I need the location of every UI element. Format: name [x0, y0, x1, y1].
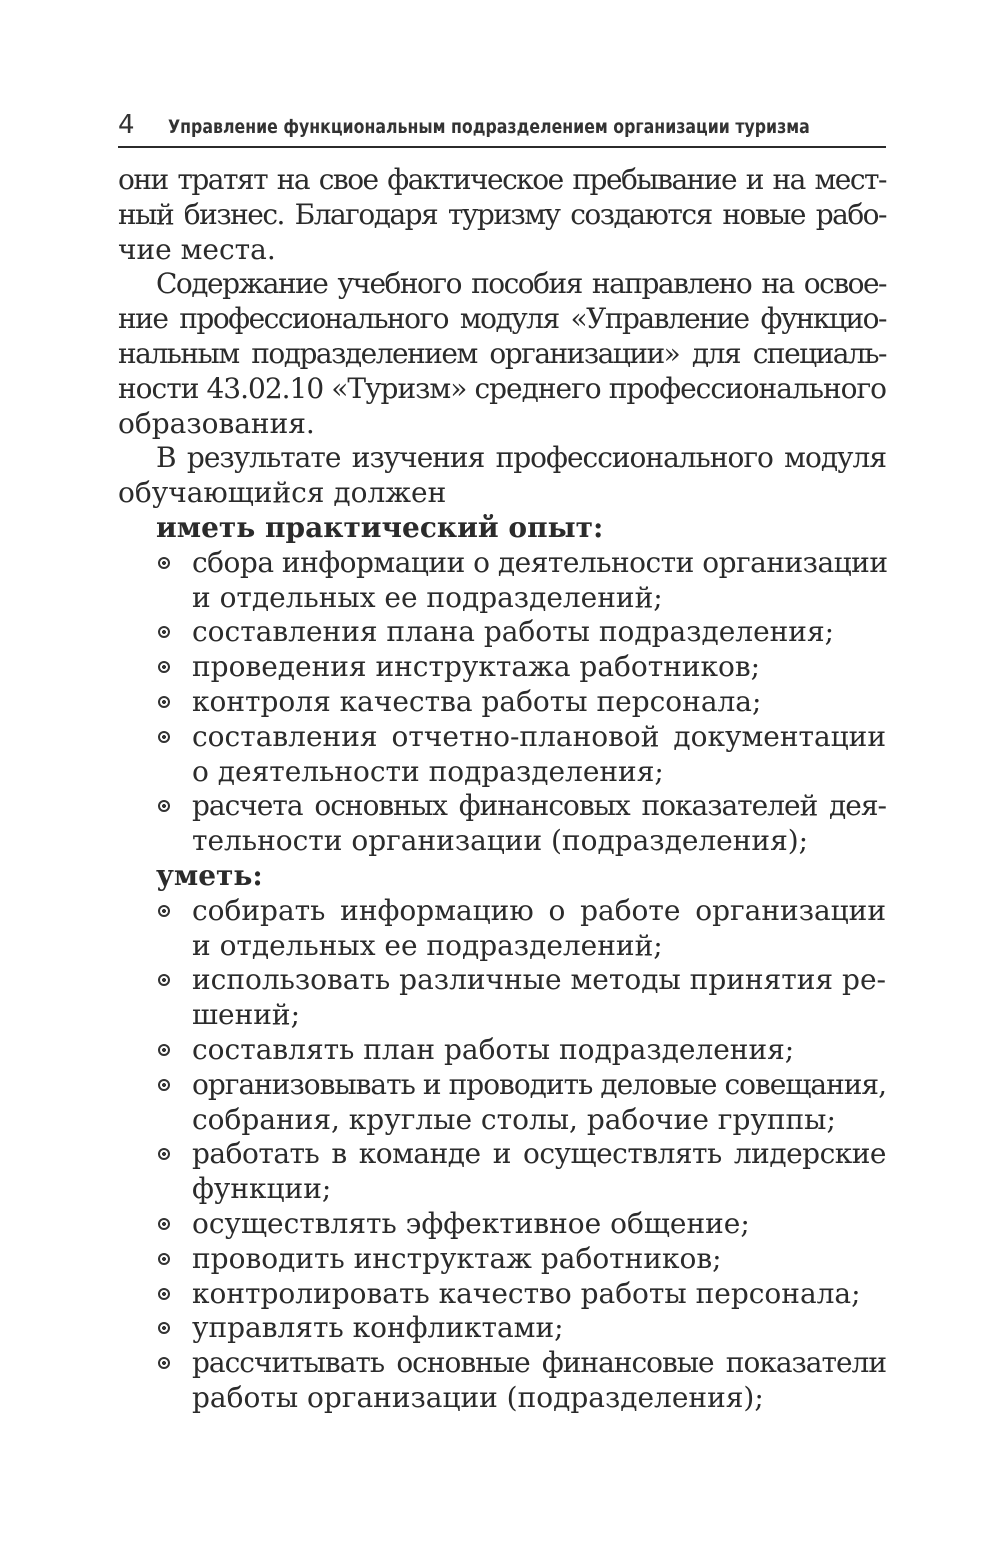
list-item-line: собирать информацию о работе организации — [192, 893, 886, 927]
list-item — [118, 546, 886, 616]
bullet-icon — [158, 1253, 170, 1265]
list-item-line: проведения инструктажа работников; — [192, 650, 761, 684]
text-line: ности 43.02.10 «Туризм» среднего профессионального — [118, 371, 886, 405]
section-experience — [118, 511, 886, 859]
list-item — [118, 789, 886, 859]
list-item — [118, 894, 886, 964]
text-line: В результате изучения профессионального модуля — [156, 441, 886, 475]
bullet-icon — [158, 800, 170, 812]
bullet-icon — [158, 731, 170, 743]
list-item — [118, 685, 886, 720]
list-item-line: рассчитывать основные финансовые показатели — [192, 1346, 886, 1380]
list-item — [118, 1033, 886, 1068]
text-line: нальным подразделением организации» для специаль- — [118, 336, 886, 370]
bullet-icon — [158, 1079, 170, 1091]
bullet-icon — [158, 626, 170, 638]
list-item — [118, 1207, 886, 1242]
page-number: 4 — [118, 110, 135, 140]
bullet-icon — [158, 1044, 170, 1056]
bullet-icon — [158, 905, 170, 917]
text-line: образования. — [118, 406, 315, 440]
list-item-line: контроля качества работы персонала; — [192, 684, 762, 718]
list-item-line: осуществлять эффективное общение; — [192, 1206, 750, 1240]
list-item-line: шений; — [192, 998, 301, 1032]
list-item — [118, 1137, 886, 1207]
bullet-icon — [158, 1148, 170, 1160]
intro-paragraph — [118, 163, 886, 267]
list-item — [118, 1311, 886, 1346]
list-item — [118, 1346, 886, 1416]
experience-list — [118, 546, 886, 859]
bullet-icon — [158, 974, 170, 986]
text-line: они тратят на свое фактическое пребывание и на мест- — [118, 163, 886, 196]
list-item-line: составления отчетно-плановой документации — [192, 719, 886, 753]
result-paragraph — [118, 441, 886, 511]
section-heading: иметь практический опыт: — [156, 510, 604, 544]
list-item-line: управлять конфликтами; — [192, 1311, 564, 1345]
list-item-line: и отдельных ее подразделений; — [192, 580, 663, 614]
list-item-line: использовать различные методы принятия ре- — [192, 963, 886, 997]
list-item — [118, 1068, 886, 1138]
list-item — [118, 650, 886, 685]
bullet-icon — [158, 1288, 170, 1300]
bullet-icon — [158, 1322, 170, 1334]
text-line: чие места. — [118, 232, 276, 266]
list-item — [118, 720, 886, 790]
list-item-line: работать в команде и осуществлять лидерские — [192, 1137, 886, 1171]
list-item — [118, 1277, 886, 1312]
list-item-line: проводить инструктаж работников; — [192, 1241, 722, 1275]
list-item — [118, 1242, 886, 1277]
list-item — [118, 615, 886, 650]
bullet-icon — [158, 1218, 170, 1230]
list-item-line: расчета основных финансовых показателей дея- — [192, 789, 886, 823]
list-item-line: организовывать и проводить деловые совещания, — [192, 1067, 886, 1101]
list-item-line: сбора информации о деятельности организации — [192, 545, 888, 579]
list-item-line: работы организации (подразделения); — [192, 1380, 764, 1414]
bullet-icon — [158, 1357, 170, 1369]
list-item-line: составления плана работы подразделения; — [192, 615, 835, 649]
list-item-line: контролировать качество работы персонала; — [192, 1276, 861, 1310]
list-item-line: функции; — [192, 1172, 332, 1206]
page-body — [118, 163, 886, 1416]
list-item-line: о деятельности подразделения; — [192, 754, 664, 788]
running-title: Управление функциональным подразделением организации туризма — [168, 116, 810, 138]
skills-list — [118, 894, 886, 1416]
text-line: Содержание учебного пособия направлено на освое- — [156, 267, 886, 301]
list-item-line: собрания, круглые столы, рабочие группы; — [192, 1102, 836, 1136]
list-item-line: составлять план работы подразделения; — [192, 1032, 795, 1066]
running-header — [118, 108, 886, 148]
text-line: ный бизнес. Благодаря туризму создаются новые рабо- — [118, 197, 886, 231]
list-item-line: и отдельных ее подразделений; — [192, 928, 663, 962]
section-skills — [118, 859, 886, 1416]
text-line: ние профессионального модуля «Управление функцио- — [118, 302, 886, 336]
text-line: обучающийся должен — [118, 476, 447, 510]
list-item-line: тельности организации (подразделения); — [192, 824, 809, 858]
section-heading: уметь: — [156, 858, 263, 892]
bullet-icon — [158, 696, 170, 708]
purpose-paragraph — [118, 267, 886, 441]
bullet-icon — [158, 661, 170, 673]
list-item — [118, 963, 886, 1033]
bullet-icon — [158, 557, 170, 569]
